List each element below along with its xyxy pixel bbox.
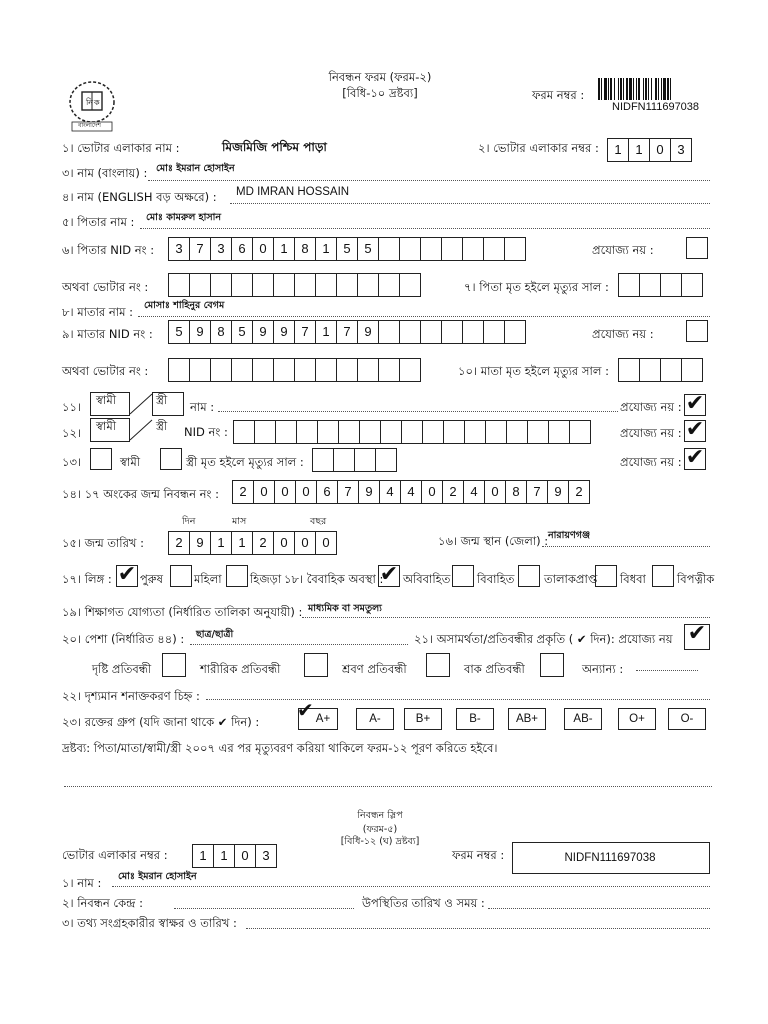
digit-box[interactable]	[168, 358, 190, 382]
q5-line	[140, 228, 710, 229]
blood-group-label: A-	[369, 713, 381, 725]
barcode-bar	[636, 78, 637, 100]
digit-box[interactable]: 5	[168, 320, 190, 344]
barcode-bar	[614, 78, 615, 100]
digit-box[interactable]: 4	[400, 480, 422, 504]
digit-box[interactable]	[399, 237, 421, 261]
barcode-bar	[655, 78, 657, 100]
q9-or-voter-label: অথবা ভোটার নং :	[62, 364, 149, 378]
hijra-checkbox[interactable]	[226, 565, 248, 587]
digit-box[interactable]: 1	[231, 531, 253, 555]
digit-box[interactable]: 8	[210, 320, 232, 344]
digit-box[interactable]: 1	[210, 531, 232, 555]
digit-box[interactable]	[483, 237, 505, 261]
digit-box[interactable]	[336, 273, 358, 297]
election-commission-logo	[62, 78, 122, 134]
slip-sign-line	[246, 928, 710, 929]
q22-line	[206, 699, 710, 700]
other-line	[636, 670, 698, 671]
q9-na-checkbox[interactable]	[686, 320, 708, 342]
q6-digit-boxes[interactable]	[168, 237, 525, 261]
q14-digit-boxes[interactable]	[232, 480, 589, 504]
digit-box[interactable]: 3	[210, 237, 232, 261]
barcode-bar	[626, 78, 628, 100]
q19-value: মাধ্যমিক বা সমতুল্য	[308, 603, 382, 614]
slip-sign-label: ৩। তথ্য সংগ্রহকারীর স্বাক্ষর ও তারিখ :	[62, 916, 237, 930]
married-label: বিবাহিত	[477, 572, 515, 586]
q2-digit-boxes[interactable]	[607, 138, 691, 162]
divorced-label: তালাকপ্রাপ্ত	[544, 572, 598, 586]
q11-line	[218, 411, 618, 412]
digit-box[interactable]	[462, 320, 484, 344]
barcode-bar	[623, 78, 624, 100]
divider-slash-2	[128, 418, 154, 442]
digit-box[interactable]	[441, 320, 463, 344]
digit-box[interactable]	[618, 358, 640, 382]
q6-voter-boxes[interactable]	[168, 273, 420, 297]
q12-nid-boxes[interactable]	[233, 420, 590, 444]
digit-box[interactable]: 5	[231, 320, 253, 344]
q11-label: ১১।	[62, 400, 82, 414]
logo-caption: বাংলাদেশ	[78, 122, 101, 129]
q1-value: মিজমিজি পশ্চিম পাড়া	[222, 140, 327, 154]
q13-na-label: প্রযোজ্য নয় :	[620, 455, 682, 469]
widower-label: বিপত্নীক	[677, 572, 715, 586]
digit-box[interactable]	[660, 273, 682, 297]
slip-area-digit-boxes[interactable]	[192, 844, 276, 868]
digit-box[interactable]: 3	[670, 138, 692, 162]
slip-name-value: মোঃ ইমরান হোসাইন	[118, 871, 197, 882]
digit-box[interactable]: 2	[568, 480, 590, 504]
barcode-bar	[651, 78, 652, 100]
q20-value: ছাত্র/ছাত্রী	[196, 629, 234, 640]
digit-box[interactable]	[378, 320, 400, 344]
digit-box[interactable]	[233, 420, 255, 444]
digit-box[interactable]	[380, 420, 402, 444]
digit-box[interactable]: 0	[294, 531, 316, 555]
q22-label: ২২। দৃশ্যমান শনাক্তকরণ চিহ্ন :	[62, 689, 200, 703]
q11-na-checkbox[interactable]: ✔	[685, 391, 705, 416]
digit-box[interactable]: 0	[252, 237, 274, 261]
hearing-label: শ্রবণ প্রতিবন্ধী	[342, 662, 407, 676]
digit-box[interactable]: 4	[463, 480, 485, 504]
q3-value: মোঃ ইমরান হোসাইন	[156, 163, 235, 174]
q4-line	[230, 203, 710, 204]
digit-box[interactable]	[294, 358, 316, 382]
q11-name-label: নাম :	[190, 400, 215, 414]
q14-label: ১৪। ১৭ অংকের জন্ম নিবন্ধন নং :	[62, 487, 220, 501]
blood-group-option[interactable]	[508, 708, 546, 730]
slip-name-label: ১। নাম :	[62, 876, 102, 890]
digit-box[interactable]: 7	[526, 480, 548, 504]
q9-voter-boxes[interactable]	[168, 358, 420, 382]
q12-na-label: প্রযোজ্য নয় :	[620, 426, 682, 440]
digit-box[interactable]	[506, 420, 528, 444]
digit-box[interactable]	[464, 420, 486, 444]
digit-box[interactable]	[483, 320, 505, 344]
digit-box[interactable]	[312, 448, 334, 472]
digit-box[interactable]: 9	[273, 320, 295, 344]
digit-box[interactable]	[504, 320, 526, 344]
digit-box[interactable]	[231, 273, 253, 297]
slip-name-line	[112, 886, 710, 887]
q4-value: MD IMRAN HOSSAIN	[236, 186, 350, 198]
digit-box[interactable]	[378, 273, 400, 297]
day-label: দিন	[182, 516, 196, 527]
q1-label: ১। ভোটার এলাকার নাম :	[62, 141, 180, 155]
husband-label: স্বামী	[96, 393, 117, 407]
blood-group-option[interactable]	[618, 708, 656, 730]
digit-box[interactable]	[275, 420, 297, 444]
q23-label: ২৩। রক্তের গ্রুপ (যদি জানা থাকে ✔ দিন) :	[62, 715, 260, 729]
q5-value: মোঃ কামরুল হাসান	[146, 212, 222, 223]
q10-year-boxes[interactable]	[618, 358, 702, 382]
digit-box[interactable]	[317, 420, 339, 444]
female-checkbox[interactable]	[170, 565, 192, 587]
divorced-checkbox[interactable]	[518, 565, 540, 587]
q21-na-checkbox[interactable]: ✔	[684, 624, 710, 650]
digit-box[interactable]	[548, 420, 570, 444]
digit-box[interactable]: 1	[315, 237, 337, 261]
digit-box[interactable]	[189, 273, 211, 297]
digit-box[interactable]	[296, 420, 318, 444]
slip-form: (ফরম-৫)	[362, 824, 398, 835]
q15-label: ১৫। জন্ম তারিখ :	[62, 536, 145, 550]
digit-box[interactable]: 0	[315, 531, 337, 555]
barcode-bar	[610, 78, 612, 100]
q7-label: ৭। পিতা মৃত হইলে মৃত্যুর সাল :	[464, 280, 609, 294]
digit-box[interactable]	[231, 358, 253, 382]
digit-box[interactable]	[273, 273, 295, 297]
q12-na-checkbox[interactable]: ✔	[685, 417, 705, 442]
digit-box[interactable]: 3	[255, 844, 277, 868]
unmarried-label: অবিবাহিত	[403, 572, 451, 586]
q6-or-voter-label: অথবা ভোটার নং :	[62, 280, 149, 294]
slip-attend-line	[488, 908, 710, 909]
digit-box[interactable]	[462, 237, 484, 261]
wife-label-2: স্ত্রী	[156, 419, 168, 433]
q3-line	[148, 180, 710, 181]
q4-label: ৪। নাম (ENGLISH বড় অক্ষরে) :	[62, 190, 217, 204]
digit-box[interactable]: 4	[379, 480, 401, 504]
physical-label: শারীরিক প্রতিবন্ধী	[200, 662, 281, 676]
barcode-bar	[598, 78, 600, 100]
digit-box[interactable]	[168, 273, 190, 297]
q2-label: ২। ভোটার এলাকার নম্বর :	[478, 141, 599, 155]
hijra-label: হিজড়া	[250, 572, 282, 586]
digit-box[interactable]: 6	[231, 237, 253, 261]
svg-text:নি: নি	[86, 98, 94, 107]
barcode-bar	[661, 78, 662, 100]
digit-box[interactable]	[681, 358, 703, 382]
digit-box[interactable]: 1	[213, 844, 235, 868]
digit-box[interactable]: 0	[484, 480, 506, 504]
digit-box[interactable]: 9	[252, 320, 274, 344]
digit-box[interactable]	[441, 237, 463, 261]
barcode-bar	[618, 78, 619, 100]
q9-label: ৯। মাতার NID নং :	[62, 327, 153, 341]
year-label: বছর	[310, 516, 327, 527]
digit-box[interactable]: 7	[337, 480, 359, 504]
barcode-text: NIDFN111697038	[612, 101, 700, 113]
q6-na-label: প্রযোজ্য নয় :	[592, 243, 654, 257]
slip-form-number-label: ফরম নম্বর :	[452, 848, 505, 862]
digit-box[interactable]	[273, 358, 295, 382]
visual-label: দৃষ্টি প্রতিবন্ধী	[92, 662, 152, 676]
blood-group-label: B-	[469, 713, 481, 725]
wife-label: স্ত্রী	[156, 393, 168, 407]
digit-box[interactable]: 7	[189, 237, 211, 261]
q13-text: স্ত্রী মৃত হইলে মৃত্যুর সাল :	[186, 455, 304, 469]
q13-husband-checkbox[interactable]	[90, 448, 112, 470]
digit-box[interactable]: 1	[273, 237, 295, 261]
month-label: মাস	[232, 516, 247, 527]
slip-title: নিবন্ধন স্লিপ	[357, 810, 403, 821]
q7-year-boxes[interactable]	[618, 273, 702, 297]
digit-box[interactable]	[375, 448, 397, 472]
digit-box[interactable]	[399, 320, 421, 344]
digit-box[interactable]: 9	[189, 531, 211, 555]
digit-box[interactable]: 8	[294, 237, 316, 261]
q17-label: ১৭। লিঙ্গ :	[62, 572, 112, 586]
digit-box[interactable]	[315, 358, 337, 382]
digit-box[interactable]	[569, 420, 591, 444]
q19-line	[302, 617, 710, 618]
physical-checkbox[interactable]	[304, 653, 328, 677]
digit-box[interactable]: 2	[168, 531, 190, 555]
barcode-bar	[620, 78, 622, 100]
digit-box[interactable]: 5	[357, 237, 379, 261]
slip-rule: [বিধি-১২ (ঘ) দ্রষ্টব্য]	[340, 836, 420, 847]
blood-group-option[interactable]	[564, 708, 602, 730]
digit-box[interactable]	[639, 273, 661, 297]
blood-group-option[interactable]	[456, 708, 494, 730]
digit-box[interactable]: 3	[168, 237, 190, 261]
blood-group-label: B+	[415, 713, 431, 725]
blood-group-label: AB-	[573, 713, 593, 725]
digit-box[interactable]: 9	[357, 320, 379, 344]
blood-group-label: AB+	[515, 713, 539, 725]
digit-box[interactable]: 9	[358, 480, 380, 504]
digit-box[interactable]	[399, 358, 421, 382]
slip-area-label: ভোটার এলাকার নম্বর :	[62, 848, 168, 862]
blood-group-label: O-	[680, 713, 694, 725]
digit-box[interactable]	[527, 420, 549, 444]
q13-year-boxes[interactable]	[312, 448, 396, 472]
digit-box[interactable]	[189, 358, 211, 382]
q18-label: ১৮। বৈবাহিক অবস্থা :	[284, 572, 384, 586]
q8-value: মোসাঃ শাহিনুর বেগম	[144, 300, 225, 311]
male-label: পুরুষ	[140, 572, 163, 586]
q6-label: ৬। পিতার NID নং :	[62, 243, 155, 257]
blood-group-option[interactable]	[356, 708, 394, 730]
digit-box[interactable]: 0	[253, 480, 275, 504]
female-label: মহিলা	[194, 572, 222, 586]
digit-box[interactable]	[378, 237, 400, 261]
q13-wife-checkbox[interactable]	[160, 448, 182, 470]
q13-husband-label: স্বামী	[120, 455, 141, 469]
q5-label: ৫। পিতার নাম :	[62, 215, 135, 229]
digit-box[interactable]	[294, 273, 316, 297]
q12-label: ১২।	[62, 426, 82, 440]
check-mark-icon: ✔	[297, 700, 314, 722]
q20-label: ২০। পেশা (নির্ধারিত ৪৪) :	[62, 632, 185, 646]
digit-box[interactable]	[359, 420, 381, 444]
blood-group-label: O+	[629, 713, 645, 725]
q6-na-checkbox[interactable]	[686, 237, 708, 259]
barcode-bar	[604, 78, 607, 100]
q9-na-label: প্রযোজ্য নয় :	[592, 327, 654, 341]
digit-box[interactable]	[660, 358, 682, 382]
q13-label: ১৩।	[62, 455, 82, 469]
q9-digit-boxes[interactable]	[168, 320, 525, 344]
digit-box[interactable]	[357, 358, 379, 382]
digit-box[interactable]	[210, 273, 232, 297]
digit-box[interactable]: 2	[252, 531, 274, 555]
blood-group-option[interactable]	[404, 708, 442, 730]
digit-box[interactable]	[401, 420, 423, 444]
q21-label: ২১। অসামর্থতা/প্রতিবন্ধীর প্রকৃতি ( ✔ দিন): প্রযোজ্য নয়	[414, 632, 673, 646]
digit-box[interactable]: 7	[336, 320, 358, 344]
unmarried-checkbox[interactable]: ✔	[379, 562, 399, 587]
digit-box[interactable]: 2	[232, 480, 254, 504]
barcode-bar	[629, 78, 632, 100]
digit-box[interactable]	[504, 237, 526, 261]
digit-box[interactable]	[681, 273, 703, 297]
divider-slash	[128, 392, 154, 416]
visual-checkbox[interactable]	[162, 653, 186, 677]
digit-box[interactable]: 0	[649, 138, 671, 162]
digit-box[interactable]: 0	[274, 480, 296, 504]
digit-box[interactable]: 1	[192, 844, 214, 868]
digit-box[interactable]: 9	[189, 320, 211, 344]
q15-date-boxes[interactable]	[168, 531, 336, 555]
q13-na-checkbox[interactable]: ✔	[685, 445, 705, 470]
form-title: নিবন্ধন ফরম (ফরম-২)	[328, 70, 432, 84]
digit-box[interactable]: 6	[316, 480, 338, 504]
q3-label: ৩। নাম (বাংলায়) :	[62, 166, 148, 180]
slip-center-label: ২। নিবন্ধন কেন্দ্র :	[62, 896, 143, 910]
other-label: অন্যান্য :	[582, 662, 624, 676]
barcode	[598, 78, 714, 100]
digit-box[interactable]	[254, 420, 276, 444]
digit-box[interactable]	[315, 273, 337, 297]
q16-label: ১৬। জন্ম স্থান (জেলা) :	[438, 534, 549, 548]
digit-box[interactable]: 7	[294, 320, 316, 344]
q16-value: নারায়ণগঞ্জ	[548, 530, 591, 541]
slip-attend-label: উপস্থিতির তারিখ ও সময় :	[362, 896, 485, 910]
q8-line	[138, 316, 710, 317]
digit-box[interactable]: 0	[295, 480, 317, 504]
hearing-checkbox[interactable]	[426, 653, 450, 677]
q19-label: ১৯। শিক্ষাগত যোগ্যতা (নির্ধারিত তালিকা অনুযায়ী) :	[62, 605, 303, 619]
digit-box[interactable]: 0	[421, 480, 443, 504]
note-text: দ্রষ্টব্য: পিতা/মাতা/স্বামী/স্ত্রী ২০০৭ এর পর মৃত্যুবরণ করিয়া থাকিলে ফরম-১২ পূরণ করিতে হইবে।	[62, 741, 498, 755]
digit-box[interactable]: 1	[628, 138, 650, 162]
digit-box[interactable]	[354, 448, 376, 472]
speech-label: বাক প্রতিবন্ধী	[464, 662, 525, 676]
barcode-bar	[645, 78, 647, 100]
digit-box[interactable]: 5	[336, 237, 358, 261]
digit-box[interactable]	[420, 320, 442, 344]
digit-box[interactable]	[338, 420, 360, 444]
q16-line	[542, 546, 710, 547]
digit-box[interactable]: 8	[505, 480, 527, 504]
digit-box[interactable]	[357, 273, 379, 297]
q20-line	[190, 644, 408, 645]
husband-label-2: স্বামী	[96, 419, 117, 433]
digit-box[interactable]: 1	[315, 320, 337, 344]
digit-box[interactable]	[420, 237, 442, 261]
digit-box[interactable]	[639, 358, 661, 382]
barcode-bar	[601, 78, 602, 100]
note-line	[64, 786, 712, 787]
digit-box[interactable]	[443, 420, 465, 444]
digit-box[interactable]: 1	[607, 138, 629, 162]
digit-box[interactable]	[336, 358, 358, 382]
digit-box[interactable]: 2	[442, 480, 464, 504]
blood-group-option[interactable]	[668, 708, 706, 730]
digit-box[interactable]	[378, 358, 400, 382]
barcode-bar	[638, 78, 640, 100]
digit-box[interactable]	[485, 420, 507, 444]
form-number-label: ফরম নম্বর :	[532, 88, 585, 102]
barcode-bar	[608, 78, 609, 100]
digit-box[interactable]	[252, 358, 274, 382]
digit-box[interactable]: 0	[273, 531, 295, 555]
widow-label: বিধবা	[620, 572, 646, 586]
widow-checkbox[interactable]	[595, 565, 617, 587]
svg-text:ক: ক	[94, 98, 100, 107]
digit-box[interactable]: 0	[234, 844, 256, 868]
q11-na-label: প্রযোজ্য নয় :	[620, 400, 682, 414]
widower-checkbox[interactable]	[652, 565, 674, 587]
digit-box[interactable]	[210, 358, 232, 382]
barcode-bar	[667, 78, 669, 100]
barcode-bar	[648, 78, 649, 100]
blood-group-label: A+	[315, 713, 331, 725]
digit-box[interactable]	[399, 273, 421, 297]
digit-box[interactable]	[252, 273, 274, 297]
q8-label: ৮। মাতার নাম :	[62, 305, 134, 319]
married-checkbox[interactable]	[452, 565, 474, 587]
digit-box[interactable]	[618, 273, 640, 297]
digit-box[interactable]: 9	[547, 480, 569, 504]
digit-box[interactable]	[333, 448, 355, 472]
digit-box[interactable]	[422, 420, 444, 444]
barcode-bar	[670, 78, 671, 100]
speech-checkbox[interactable]	[540, 653, 564, 677]
form-rule: [বিধি-১০ দ্রষ্টব্য]	[342, 86, 418, 100]
slip-center-line	[174, 908, 354, 909]
male-checkbox[interactable]: ✔	[117, 562, 137, 587]
barcode-bar	[633, 78, 634, 100]
barcode-bar	[663, 78, 666, 100]
barcode-bar	[658, 78, 659, 100]
q10-label: ১০। মাতা মৃত হইলে মৃত্যুর সাল :	[458, 364, 609, 378]
blood-group-option[interactable]	[297, 700, 338, 730]
slip-form-number: NIDFN111697038	[564, 852, 656, 864]
barcode-bar	[643, 78, 644, 100]
q12-nid-label: NID নং :	[184, 425, 228, 439]
